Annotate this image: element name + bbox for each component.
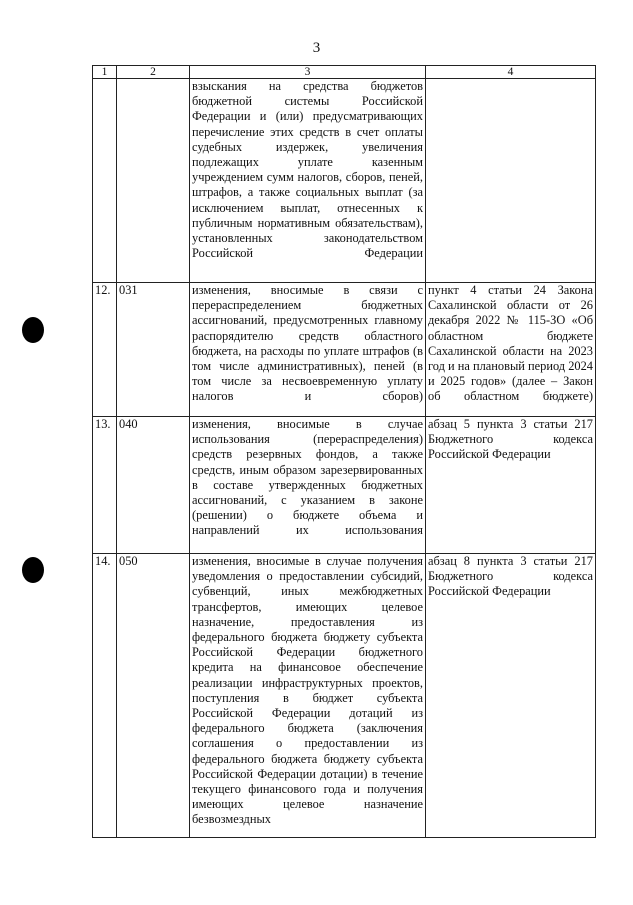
row-description: изменения, вносимые в случае получения уведомления о предоставлении субсидий, субвенций, иных межбюджетных трансфертов, имеющих целевое назначение, предоставления из федерального бюджета бюджету субъекта Российской Федерации бюджетного кредита на финансовое обеспечение реализации инфраструктурных проектов, поступления в бюджет субъекта Российской Федерации дотаций из федерального бюджета (заключения соглашения о предоставлении из федерального бюджета бюджету субъекта Российской Федерации дотации) в течение текущего финансового года и получения имеющих целевое назначение безвозмездных — [190, 554, 426, 838]
table-row — [93, 417, 596, 554]
header-cell-1: 1 — [93, 66, 117, 79]
header-cell-3: 3 — [190, 66, 426, 79]
row-number: 13. — [93, 417, 117, 554]
page-number: 3 — [312, 40, 321, 56]
row-number — [93, 79, 117, 283]
header-cell-4: 4 — [426, 66, 596, 79]
table-row — [93, 283, 596, 417]
row-description: взыскания на средства бюджетов бюджетной системы Российской Федерации и (или) предусматривающих перечисление этих средств в счет оплаты судебных издержек, увеличения подлежащих уплате казенным учреждением сумм налогов, сборов, пеней, штрафов, а также социальных выплат (за исключением выплат, отнесенных к публичным нормативным обязательствам), установленных законодательством Российской Федерации — [190, 79, 426, 283]
punch-hole-bottom — [22, 557, 44, 583]
table-header-row — [93, 66, 596, 79]
table-row — [93, 79, 596, 283]
row-code — [117, 79, 190, 283]
row-code: 040 — [117, 417, 190, 554]
row-number: 14. — [93, 554, 117, 838]
row-basis — [426, 79, 596, 283]
table-row — [93, 554, 596, 838]
row-code: 050 — [117, 554, 190, 838]
row-number: 12. — [93, 283, 117, 417]
row-description: изменения, вносимые в связи с перераспределением бюджетных ассигнований, предусмотренных главному распорядителю средств областного бюджета, на расходы по уплате штрафов (в том числе административных), пеней (в том числе за несвоевременную уплату налогов и сборов) — [190, 283, 426, 417]
row-basis: абзац 8 пункта 3 статьи 217 Бюджетного кодекса Российской Федерации — [426, 554, 596, 838]
row-description: изменения, вносимые в случае использования (перераспределения) средств резервных фондов, а также средств, иным образом зарезервированных в составе утвержденных бюджетных ассигнований, с указанием в законе (решении) о бюджете объема и направлений их использования — [190, 417, 426, 554]
row-basis: пункт 4 статьи 24 Закона Сахалинской области от 26 декабря 2022 № 115-ЗО «Об областном бюджете Сахалинской области на 2023 год и на плановый период 2024 и 2025 годов» (далее – Закон об областном бюджете) — [426, 283, 596, 417]
punch-hole-top — [22, 317, 44, 343]
header-cell-2: 2 — [117, 66, 190, 79]
row-code: 031 — [117, 283, 190, 417]
row-basis: абзац 5 пункта 3 статьи 217 Бюджетного кодекса Российской Федерации — [426, 417, 596, 554]
regulation-table — [92, 65, 596, 838]
